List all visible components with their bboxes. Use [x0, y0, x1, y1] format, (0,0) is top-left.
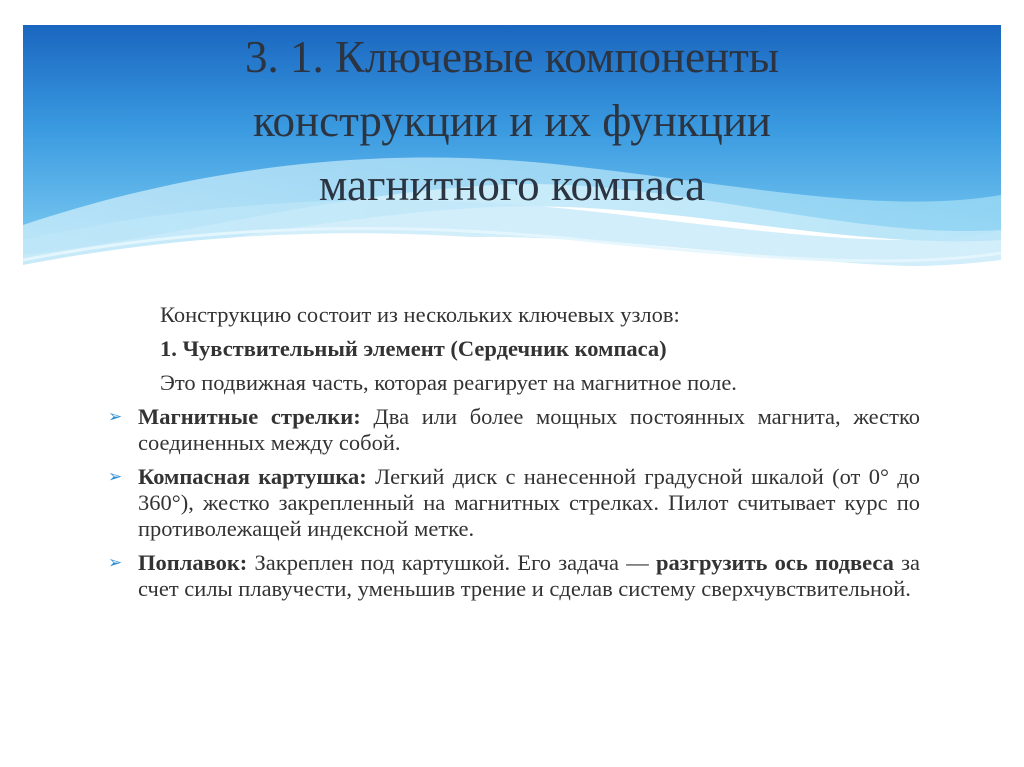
intro-line: Конструкцию состоит из нескольких ключевых узлов:: [160, 302, 680, 327]
bullet-text: Закреплен под картушкой. Его задача —: [247, 550, 649, 575]
list-item: [108, 550, 920, 602]
list-item: [108, 464, 920, 542]
section-heading: 1. Чувствительный элемент (Сердечник компаса): [160, 336, 667, 361]
bullet-list: [108, 404, 920, 602]
arrow-bullet-icon: ➢: [108, 553, 123, 573]
list-item: [108, 404, 920, 456]
slide-body: [108, 302, 920, 610]
bullet-text-continued: за счет силы плавучести, уменьшив трение и сделав систему сверхчувствительной.: [138, 550, 920, 601]
bullet-emphasis: разгрузить ось подвеса: [655, 550, 894, 575]
bullet-term: Поплавок:: [138, 550, 248, 575]
section-description: Это подвижная часть, которая реагирует на магнитное поле.: [160, 370, 737, 395]
arrow-bullet-icon: ➢: [108, 407, 123, 427]
bullet-text: Легкий диск с нанесенной градусной шкалой (от 0° до 360°), жестко закрепленный на магнитных стрелках. Пилот считывает курс по противолежащей индексной метке.: [138, 464, 920, 541]
bullet-term: Компасная картушка:: [138, 464, 367, 489]
title-line-3: магнитного компаса: [318, 160, 706, 210]
title-line-2: конструкции и их функции: [252, 96, 771, 146]
bullet-term: Магнитные стрелки:: [138, 404, 361, 429]
slide: [23, 25, 1001, 753]
title-line-1: 3. 1. Ключевые компоненты: [244, 32, 779, 82]
slide-title: [23, 25, 1001, 217]
bullet-text: Два или более мощных постоянных магнита, жестко соединенных между собой.: [138, 404, 920, 455]
arrow-bullet-icon: ➢: [108, 467, 123, 487]
intro-block: [108, 302, 920, 396]
